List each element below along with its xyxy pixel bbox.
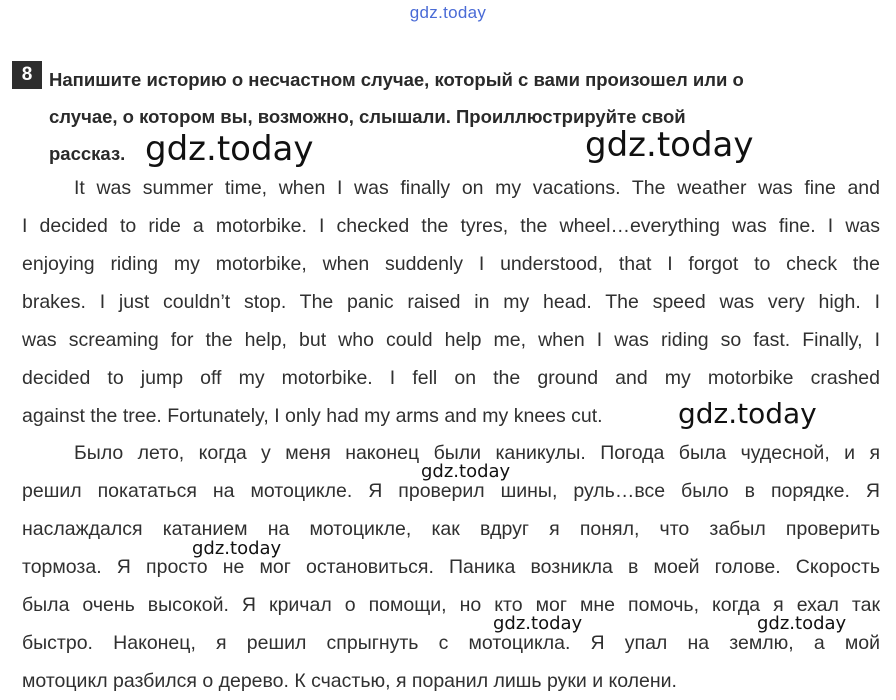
english-story: [22, 169, 880, 435]
watermark: gdz.today: [192, 538, 282, 559]
text-line: was screaming for the help, but who could help me, when I was riding so fast. Finally, I: [22, 329, 880, 351]
text-line: enjoying riding my motorbike, when suddenly I understood, that I forgot to check the: [22, 253, 880, 275]
watermark: gdz.today: [585, 125, 754, 165]
top-watermark: gdz.today: [409, 3, 487, 22]
text-line: тормоза. Я просто не мог остановиться. Паника возникла в моей голове. Скорость: [22, 556, 880, 578]
text-line: against the tree. Fortunately, I only had my arms and my knees cut.: [22, 405, 603, 427]
heading-line: Напишите историю о несчастном случае, который с вами произошел или о: [49, 69, 744, 90]
text-line: I decided to ride a motorbike. I checked the tyres, the wheel…everything was fine. I was: [22, 215, 880, 237]
text-line: наслаждался катанием на мотоцикле, как вдруг я понял, что забыл проверить: [22, 518, 880, 540]
watermark: gdz.today: [421, 461, 511, 482]
task-number-badge: 8: [12, 61, 42, 89]
heading-line: рассказ.: [49, 143, 126, 164]
text-line: decided to jump off my motorbike. I fell on the ground and my motorbike crashed: [22, 367, 880, 389]
text-line: мотоцикл разбился о дерево. К счастью, я поранил лишь руки и колени.: [22, 670, 677, 692]
heading-line: случае, о котором вы, возможно, слышали. Проиллюстрируйте свой: [49, 106, 686, 127]
watermark: gdz.today: [145, 129, 314, 169]
watermark: gdz.today: [757, 613, 847, 634]
text-line: Было лето, когда у меня наконец были каникулы. Погода была чудесной, и я: [74, 442, 880, 464]
text-line: brakes. I just couldn’t stop. The panic raised in my head. The speed was very high. I: [22, 291, 880, 313]
watermark: gdz.today: [678, 397, 817, 430]
text-line: была очень высокой. Я кричал о помощи, но кто мог мне помочь, когда я ехал так: [22, 594, 880, 616]
text-line: решил покататься на мотоцикле. Я проверил шины, руль…все было в порядке. Я: [22, 480, 880, 502]
watermark: gdz.today: [493, 613, 583, 634]
text-line: It was summer time, when I was finally on my vacations. The weather was fine and: [74, 177, 880, 199]
text-line: быстро. Наконец, я решил спрыгнуть с мотоцикла. Я упал на землю, а мой: [22, 632, 880, 654]
